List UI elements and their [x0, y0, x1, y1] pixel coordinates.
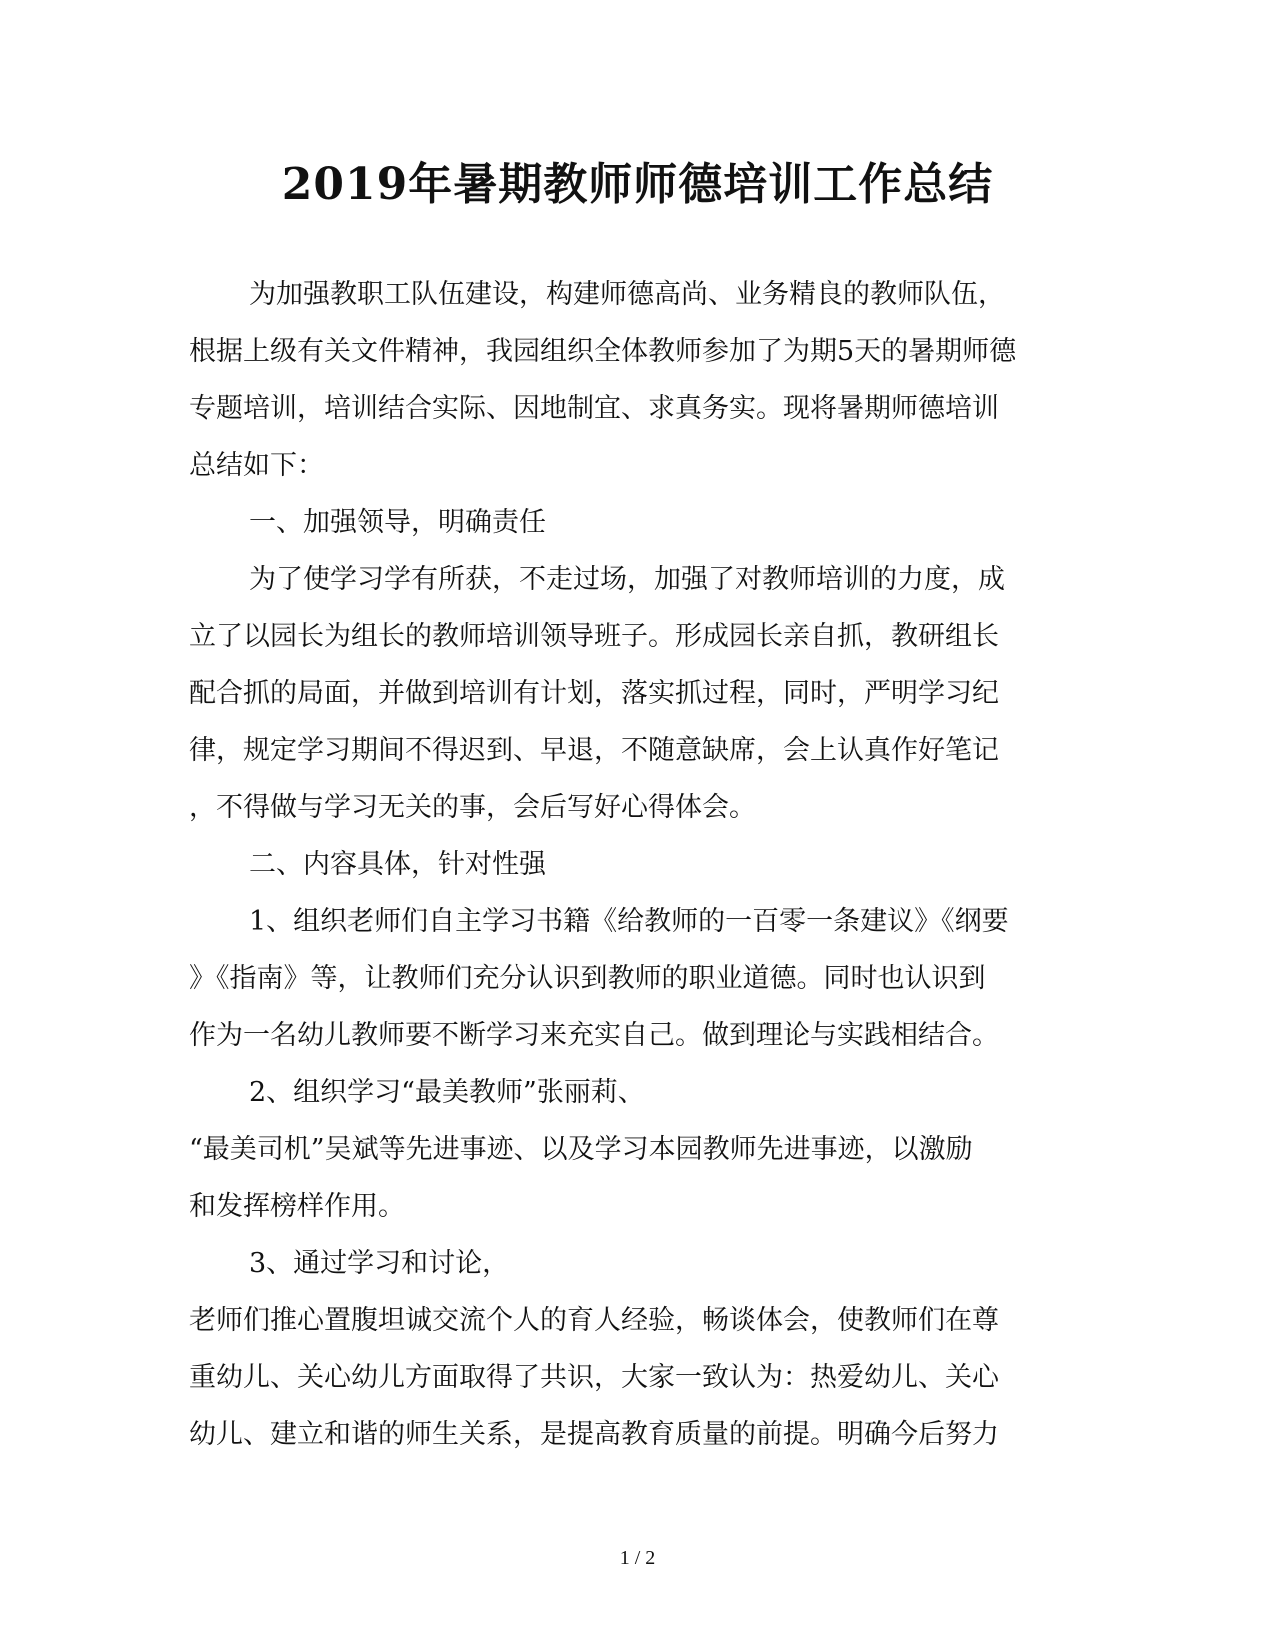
paragraph-line: 老师们推心置腹坦诚交流个人的育人经验，畅谈体会，使教师们在尊 [189, 1305, 999, 1336]
paragraph-line: 立了以园长为组长的教师培训领导班子。形成园长亲自抓，教研组长 [189, 621, 999, 652]
paragraph-line: 2、组织学习“最美教师”张丽莉、 [249, 1077, 645, 1108]
paragraph-line: 1、组织老师们自主学习书籍《给教师的一百零一条建议》《纲要 [249, 906, 1009, 937]
document-body [189, 266, 1084, 1463]
paragraph-line: 3、通过学习和讨论， [249, 1248, 510, 1279]
paragraph-line: 配合抓的局面，并做到培训有计划，落实抓过程，同时，严明学习纪 [189, 678, 999, 709]
paragraph-line: 为加强教职工队伍建设，构建师德高尚、业务精良的教师队伍， [249, 279, 1005, 310]
paragraph-line: 和发挥榜样作用。 [189, 1191, 405, 1222]
page-number: 1 / 2 [619, 1547, 656, 1569]
section-heading: 一、加强领导，明确责任 [249, 507, 546, 538]
paragraph-line: 根据上级有关文件精神，我园组织全体教师参加了为期5天的暑期师德 [189, 336, 1017, 367]
paragraph-line: “最美司机”吴斌等先进事迹、以及学习本园教师先进事迹，以激励 [189, 1134, 973, 1165]
paragraph-line: 》《指南》等，让教师们充分认识到教师的职业道德。同时也认识到 [189, 963, 986, 994]
paragraph-line: ，不得做与学习无关的事，会后写好心得体会。 [189, 792, 756, 823]
paragraph-line: 重幼儿、关心幼儿方面取得了共识，大家一致认为：热爱幼儿、关心 [189, 1362, 999, 1393]
paragraph-line: 作为一名幼儿教师要不断学习来充实自己。做到理论与实践相结合。 [189, 1020, 999, 1051]
paragraph-line: 幼儿、建立和谐的师生关系，是提高教育质量的前提。明确今后努力 [189, 1419, 999, 1450]
paragraph-line: 总结如下： [189, 450, 324, 481]
paragraph-line: 律，规定学习期间不得迟到、早退，不随意缺席，会上认真作好笔记 [189, 735, 999, 766]
paragraph-line: 为了使学习学有所获，不走过场，加强了对教师培训的力度，成 [249, 564, 1005, 595]
paragraph-line: 专题培训，培训结合实际、因地制宜、求真务实。现将暑期师德培训 [189, 393, 999, 424]
document-title: 2019年暑期教师师德培训工作总结 [281, 159, 994, 210]
section-heading: 二、内容具体，针对性强 [249, 849, 546, 880]
